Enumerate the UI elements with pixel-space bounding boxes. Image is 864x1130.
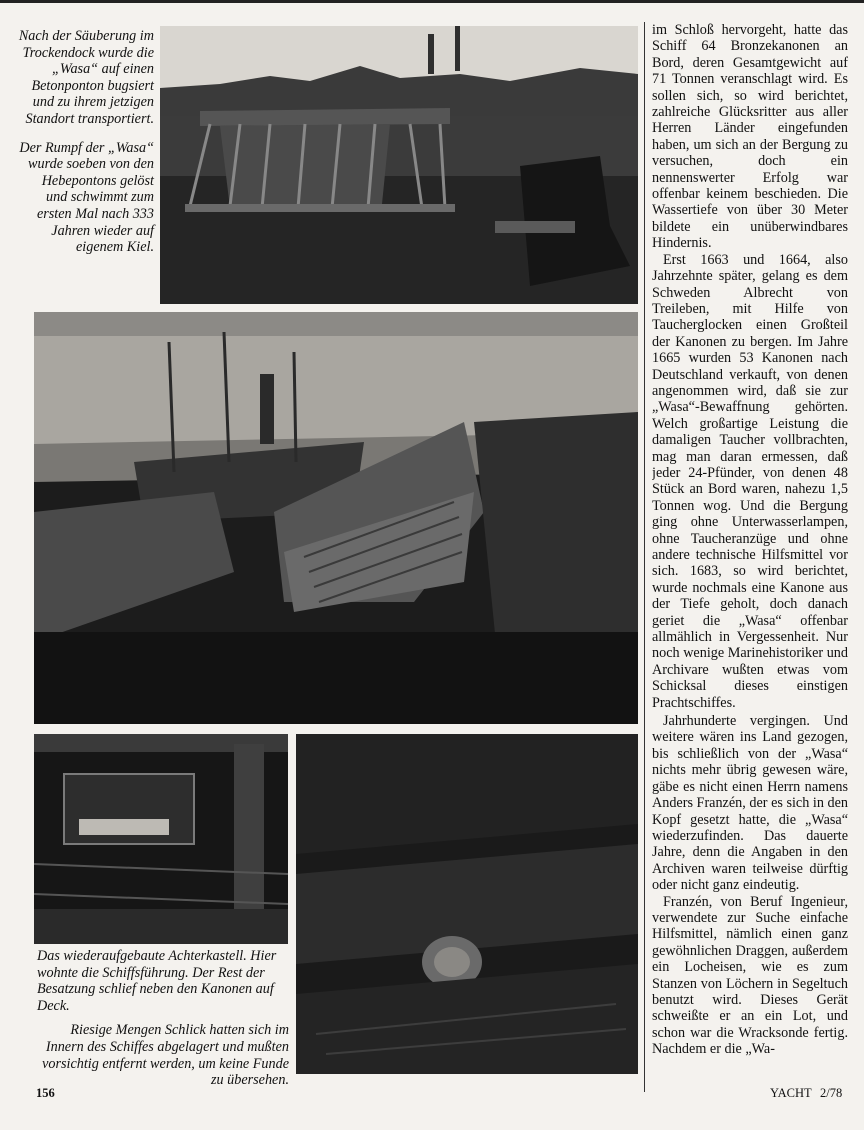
- article-paragraph-4: Franzén, von Beruf Ingenieur, verwendete zur Suche einfache Hilfsmittel, nämlich einen ganz gewöhnlichen Draggen, außerdem ein Locheisen, wie es zum Stanzen von Löchern in Segeltuch benutzt wird. Dieses Gerät schweißte er an ein Lot, und schon war die Wracksonde fertig. Nachdem er die „Wa-: [652, 893, 848, 1058]
- caption-castle: Das wiederaufgebaute Achterkastell. Hier wohnte die Schiffsführung. Der Rest der Besatzung schlief neben den Kanonen auf Deck.: [37, 948, 277, 1014]
- article-paragraph-1: im Schloß hervorgeht, hatte das Schiff 64 Bronzekanonen an Bord, deren Gesamtgewicht auf 71 Tonnen veranschlagt wird. Es sollen sich, so wird berichtet, zahlreiche Glücksritter aus aller Herren Länder eingefunden haben, um sich an der Bergung zu versuchen, doch ein nennenswerter Erfolg war offenbar keinem beschieden. Die Wassertiefe von über 30 Meter bildete ein unüberwindbares Hindernis.: [652, 22, 848, 252]
- top-border: [0, 0, 864, 3]
- photo-schlick: [296, 734, 638, 1074]
- photo-wasa-floating: [34, 312, 638, 724]
- article-paragraph-3: Jahrhunderte vergingen. Und weitere wären ins Land gezogen, bis schließlich von der „Wasa“ nichts mehr übrig gewesen wäre, gäbe es nicht einen Herrn namens Anders Franzén, der es sich in den Kopf gesetzt hatte, die „Wasa“ wiederzufinden. Das dauerte Jahre, denn die Angaben in den Archiven waren teilweise dürftig oder nicht ganz eindeutig.: [652, 713, 848, 894]
- caption-top-left: [18, 28, 154, 268]
- caption-dock: Nach der Säuberung im Trockendock wurde die „Wasa“ auf einen Betonponton bugsiert und zu ihrem jetzigen Standort transportiert.: [18, 28, 154, 127]
- magazine-name: YACHT: [770, 1086, 812, 1100]
- photo-wasa-pontoon: [160, 26, 638, 304]
- issue-number: 2/78: [820, 1086, 843, 1100]
- column-rule: [644, 22, 645, 1092]
- photo-achterkastell: [34, 734, 288, 944]
- caption-bottom-left: [37, 948, 289, 1101]
- page-number: 156: [36, 1086, 55, 1100]
- caption-hull: Der Rumpf der „Wasa“ wurde soeben von den Hebepontons gelöst und schwimmt zum ersten Mal nach 333 Jahren wieder auf eigenem Kiel.: [19, 139, 154, 256]
- caption-mud: Riesige Mengen Schlick hatten sich im Innern des Schiffes abgelagert und mußten vorsichtig entfernt werden, um keine Funde zu übersehen.: [42, 1022, 289, 1089]
- article-paragraph-2: Erst 1663 und 1664, also Jahrzehnte später, gelang es dem Schweden Albrecht von Treileben, mit Hilfe von Taucherglocken einen Großteil der Kanonen zu bergen. Im Jahre 1665 wurden 53 Kanonen nach Deutschland verkauft, von denen angenommen wird, daß sie zur „Wasa“-Bewaffnung gehörten. Welch großartige Leistung die damaligen Taucher vollbrachten, mag man daran ermessen, daß jeder 24-Pfünder, von denen 48 Stück an Bord waren, nahezu 1,5 Tonnen wog. Und die Bergung ging ohne Unterwasserlampen, ohne Taucheranzüge und ohne andere technische Hilfsmittel vor sich. 1683, so wird berichtet, wurde nochmals eine Kanone aus der Tiefe geholt, doch danach geriet die „Wasa“ offenbar allmählich in Vergessenheit. Nur noch wenige Marinehistoriker und Archivare wußten etwas vom Schicksal dieses einstigen Prachtschiffes.: [652, 251, 848, 711]
- article-column: [652, 22, 848, 1084]
